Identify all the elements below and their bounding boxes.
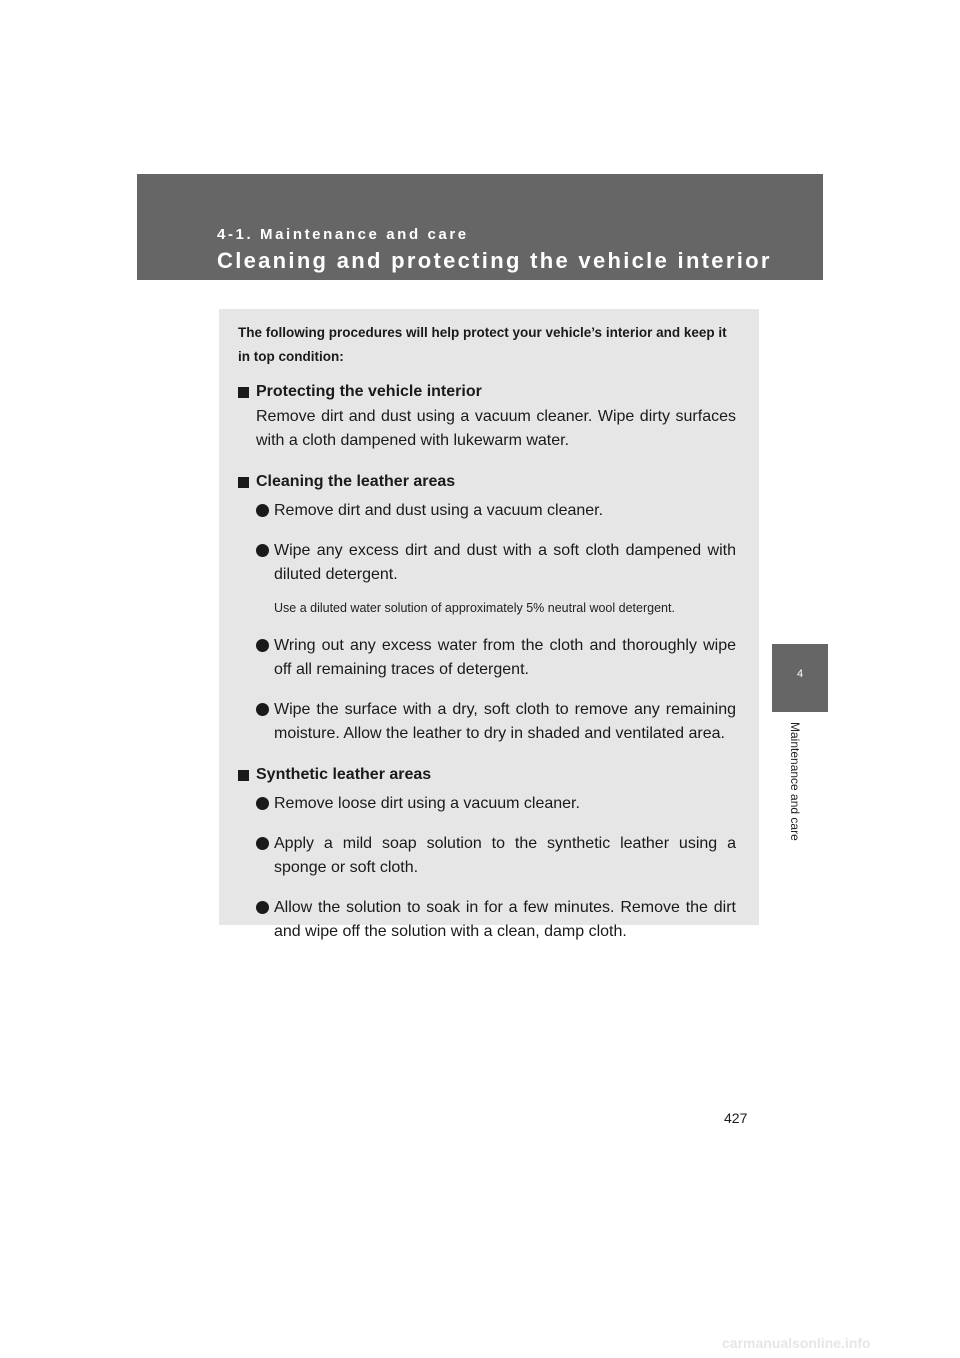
circle-bullet-icon <box>256 544 269 557</box>
chapter-tab <box>772 644 828 712</box>
list-item-text: Remove dirt and dust using a vacuum cleaner. <box>274 502 604 519</box>
section-heading-text: Cleaning the leather areas <box>256 473 456 490</box>
list-item-text: Apply a mild soap solution to the synthetic leather using a sponge or soft cloth. <box>274 835 736 876</box>
bullet-list <box>238 792 736 944</box>
header-band <box>137 174 823 280</box>
list-item <box>274 698 736 746</box>
circle-bullet-icon <box>256 703 269 716</box>
chapter-tab-label: Maintenance and care <box>788 722 802 841</box>
circle-bullet-icon <box>256 901 269 914</box>
square-bullet-icon <box>238 477 249 488</box>
section-synthetic-leather <box>238 762 736 944</box>
list-item <box>274 792 736 816</box>
content-box <box>219 309 759 940</box>
page-title: Cleaning and protecting the vehicle interior <box>217 248 772 273</box>
list-item <box>274 832 736 880</box>
list-item <box>274 499 736 523</box>
list-item-text: Wring out any excess water from the cloth and thoroughly wipe off all remaining traces of detergent. <box>274 637 736 678</box>
bullet-list <box>238 499 736 746</box>
section-heading <box>238 379 736 405</box>
chapter-number: 4 <box>796 668 804 680</box>
section-heading <box>238 469 736 495</box>
section-heading <box>238 762 736 788</box>
square-bullet-icon <box>238 387 249 398</box>
list-item-text: Remove loose dirt using a vacuum cleaner. <box>274 795 580 812</box>
list-item <box>274 634 736 682</box>
circle-bullet-icon <box>256 837 269 850</box>
list-item-text: Allow the solution to soak in for a few minutes. Remove the dirt and wipe off the solution with a clean, damp cloth. <box>274 899 736 940</box>
list-item <box>274 539 736 587</box>
detergent-note: Use a diluted water solution of approximately 5% neutral wool detergent. <box>274 601 675 615</box>
circle-bullet-icon <box>256 797 269 810</box>
circle-bullet-icon <box>256 639 269 652</box>
page-number: 427 <box>724 1110 748 1126</box>
list-item-text: Wipe the surface with a dry, soft cloth to remove any remaining moisture. Allow the leather to dry in shaded and ventilated area. <box>274 701 736 742</box>
watermark: carmanualsonline.info <box>722 1335 871 1351</box>
section-protecting <box>238 379 736 453</box>
section-heading-text: Synthetic leather areas <box>256 766 432 783</box>
list-item-text: Wipe any excess dirt and dust with a soft cloth dampened with diluted detergent. <box>274 542 736 583</box>
section-body: Remove dirt and dust using a vacuum cleaner. Wipe dirty surfaces with a cloth dampened with lukewarm water. <box>256 408 736 449</box>
intro-text: The following procedures will help protect your vehicle’s interior and keep it in top condition: <box>238 325 727 364</box>
section-leather <box>238 469 736 746</box>
circle-bullet-icon <box>256 504 269 517</box>
section-label: 4-1. Maintenance and care <box>217 226 469 243</box>
square-bullet-icon <box>238 770 249 781</box>
section-heading-text: Protecting the vehicle interior <box>256 383 482 400</box>
list-item <box>274 896 736 944</box>
